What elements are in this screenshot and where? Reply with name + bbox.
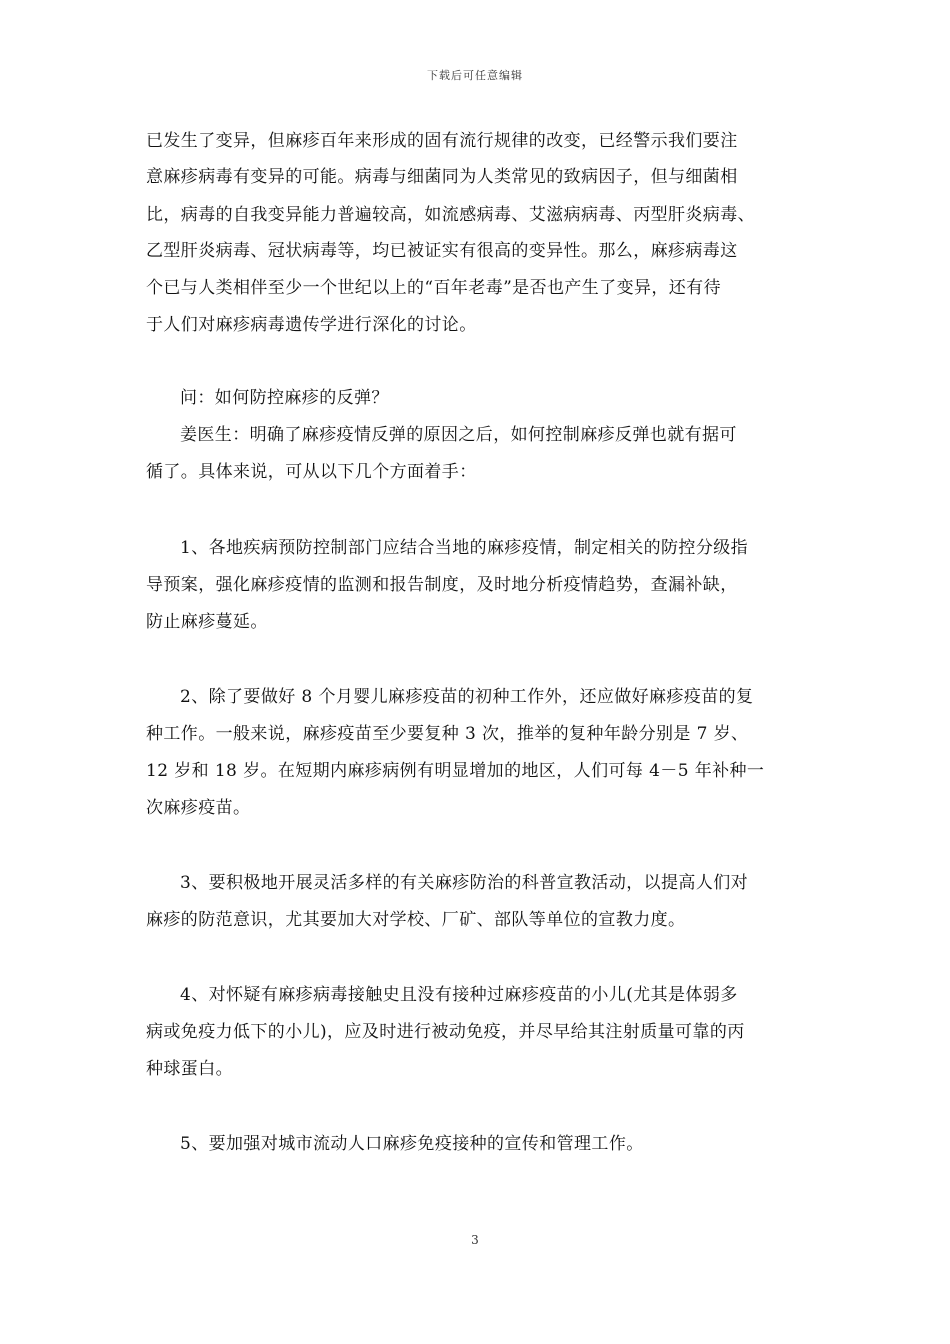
paragraph-line: 比，病毒的自我变异能力普遍较高，如流感病毒、艾滋病病毒、丙型肝炎病毒、 — [146, 205, 755, 225]
paragraph-line: 已发生了变异，但麻疹百年来形成的固有流行规律的改变，已经警示我们要注 — [146, 131, 738, 151]
list-item-line: 种球蛋白。 — [146, 1059, 233, 1079]
paragraph-line: 个已与人类相伴至少一个世纪以上的“百年老毒”是否也产生了变异，还有待 — [146, 278, 721, 298]
list-item-line: 2、除了要做好 8 个月婴儿麻疹疫苗的初种工作外，还应做好麻疹疫苗的复 — [180, 687, 754, 707]
answer-line: 循了。具体来说，可从以下几个方面着手： — [146, 462, 477, 482]
answer-line: 姜医生：明确了麻疹疫情反弹的原因之后，如何控制麻疹反弹也就有据可 — [180, 425, 737, 445]
list-item-line: 病或免疫力低下的小儿)，应及时进行被动免疫，并尽早给其注射质量可靠的丙 — [146, 1022, 745, 1042]
list-item-line: 5、要加强对城市流动人口麻疹免疫接种的宣传和管理工作。 — [180, 1134, 644, 1154]
list-item-line: 1、各地疾病预防控制部门应结合当地的麻疹疫情，制定相关的防控分级指 — [180, 538, 749, 558]
list-item-line: 12 岁和 18 岁。在短期内麻疹病例有明显增加的地区，人们可每 4－5 年补种一 — [146, 761, 765, 781]
list-item-line: 防止麻疹蔓延。 — [146, 612, 268, 632]
page-header: 下载后可任意编辑 — [427, 69, 523, 82]
paragraph-line: 意麻疹病毒有变异的可能。病毒与细菌同为人类常见的致病因子，但与细菌相 — [146, 167, 738, 187]
page-number: 3 — [471, 1233, 479, 1247]
list-item-line: 4、对怀疑有麻疹病毒接触史且没有接种过麻疹疫苗的小儿(尤其是体弱多 — [180, 985, 738, 1005]
paragraph-line: 乙型肝炎病毒、冠状病毒等，均已被证实有很高的变异性。那么，麻疹病毒这 — [146, 241, 738, 261]
paragraph-line: 于人们对麻疹病毒遗传学进行深化的讨论。 — [146, 315, 477, 335]
list-item-line: 3、要积极地开展灵活多样的有关麻疹防治的科普宣教活动，以提高人们对 — [180, 873, 749, 893]
list-item-line: 导预案，强化麻疹疫情的监测和报告制度，及时地分析疫情趋势，查漏补缺， — [146, 575, 738, 595]
list-item-line: 次麻疹疫苗。 — [146, 798, 251, 818]
list-item-line: 麻疹的防范意识，尤其要加大对学校、厂矿、部队等单位的宣教力度。 — [146, 910, 686, 930]
list-item-line: 种工作。一般来说，麻疹疫苗至少要复种 3 次，推举的复种年龄分别是 7 岁、 — [146, 724, 749, 744]
question-line: 问：如何防控麻疹的反弹？ — [180, 388, 389, 408]
